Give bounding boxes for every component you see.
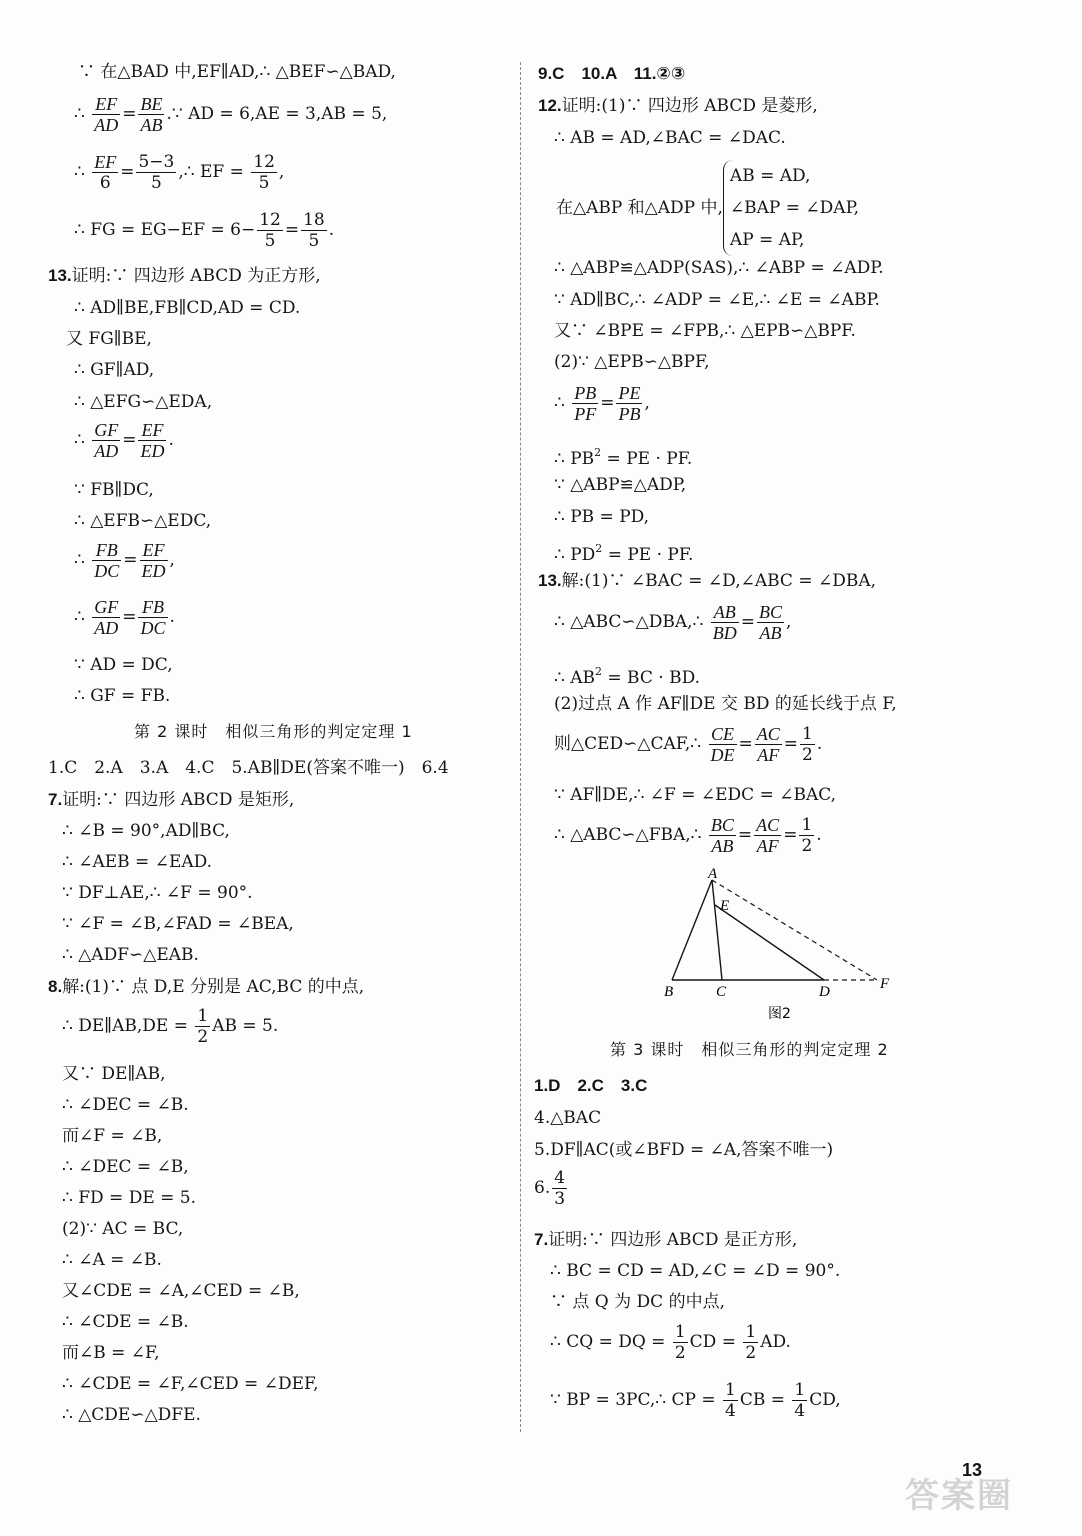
line: ∴ △ABP≌△ADP(SAS),∴ ∠ABP = ∠ADP. <box>554 258 884 278</box>
answer-5: 5.DF∥AC(或∠BFD = ∠A,答案不唯一) <box>534 1140 834 1160</box>
line: ∴ ∠DEC = ∠B. <box>62 1095 189 1115</box>
line-fraction: ∴ FG = EG−EF = 6− $\frac{12}{5}$ = $\frac{18}{5}$ . <box>74 210 335 251</box>
line: ∴ FD = DE = 5. <box>62 1188 197 1208</box>
line-fraction: ∵ BP = 3PC,∴ CP = $\frac{1}{4}$ CB = $\frac{1}{4}$ CD, <box>550 1380 841 1421</box>
line-fraction: ∴ $\frac{GF}{AD}$ = $\frac{FB}{DC}$ . <box>74 597 175 638</box>
line: 而∠B = ∠F, <box>62 1343 160 1363</box>
problem-7: 7.证明:∵ 四边形 ABCD 是正方形, <box>534 1230 798 1250</box>
label-A: A <box>708 868 718 882</box>
line: (2)∵ △EPB∽△BPF, <box>554 352 710 372</box>
line: ∵ DF⊥AE,∴ ∠F = 90°. <box>62 883 253 903</box>
segment-AF <box>712 880 877 980</box>
line-fraction: ∴ $\frac{PB}{PF}$ = $\frac{PE}{PB}$ , <box>554 383 650 424</box>
page-number: 13 <box>962 1460 983 1480</box>
section-heading: 第 3 课时 相似三角形的判定定理 2 <box>610 1040 889 1059</box>
line: ∴ $AB^2$ = BC · BD. <box>554 665 700 688</box>
line: (2)过点 A 作 AF∥DE 交 BD 的延长线于点 F, <box>554 694 897 714</box>
line: ∴ △ADF∽△EAB. <box>62 945 199 965</box>
line: ∴ △EFG∽△EDA, <box>74 392 213 412</box>
line: ∴ BC = CD = AD,∠C = ∠D = 90°. <box>550 1261 841 1281</box>
answers-line: 9.C 10.A 11.②③ <box>538 64 686 83</box>
problem-8: 8.解:(1)∵ 点 D,E 分别是 AC,BC 的中点, <box>48 977 365 997</box>
watermark: 答案圈 <box>905 1476 1013 1516</box>
column-divider <box>520 62 521 1432</box>
line: ∵ AD∥BC,∴ ∠ADP = ∠E,∴ ∠E = ∠ABP. <box>554 290 880 310</box>
line-fraction: ∴ △ABC∽△DBA,∴ $\frac{AB}{BD}$ = $\frac{BC}{AB}$ , <box>554 602 792 643</box>
line: (2)∵ AC = BC, <box>62 1219 184 1239</box>
problem-12: 12.证明:(1)∵ 四边形 ABCD 是菱形, <box>538 96 818 116</box>
segment-ED <box>715 905 824 980</box>
line: ∴ $PD^2$ = PE · PF. <box>554 542 694 565</box>
label-C: C <box>716 984 727 1000</box>
line: ∵ ∠F = ∠B,∠FAD = ∠BEA, <box>62 914 294 934</box>
line-fraction: ∴ DE∥AB,DE = $\frac{1}{2}$ AB = 5. <box>62 1006 279 1047</box>
line: ∴ ∠A = ∠B. <box>62 1250 162 1270</box>
line: ∵ 点 Q 为 DC 的中点, <box>550 1292 725 1312</box>
line: ∴ AD∥BE,FB∥CD,AD = CD. <box>74 298 301 318</box>
segment-AB <box>672 880 712 980</box>
line: ∴ ∠B = 90°,AD∥BC, <box>62 821 230 841</box>
answers-line: 1.C 2.A 3.A 4.C 5.AB∥DE(答案不唯一) 6.4 <box>48 758 449 778</box>
line-fraction: ∴ $\frac{EF}{6}$ = $\frac{5-3}{5}$ ,∴ EF = $\frac{12}{5}$ , <box>74 152 285 193</box>
line: ∴ AB = AD,∠BAC = ∠DAC. <box>554 128 786 148</box>
line-fraction: ∴ $\frac{FB}{DC}$ = $\frac{EF}{ED}$ , <box>74 540 175 581</box>
line-fraction: 则△CED∽△CAF,∴ $\frac{CE}{DE}$ = $\frac{AC}{AF}$ = $\frac{1}{2}$ . <box>554 724 823 765</box>
line-fraction: ∴ $\frac{GF}{AD}$ = $\frac{EF}{ED}$ . <box>74 420 174 461</box>
label-E: E <box>720 898 730 914</box>
line: ∵ FB∥DC, <box>74 480 154 500</box>
segment-AC <box>712 880 722 980</box>
problem-7: 7.证明:∵ 四边形 ABCD 是矩形, <box>48 790 295 810</box>
figure-caption: 图2 <box>768 1006 791 1022</box>
line: ∴ ∠CDE = ∠F,∠CED = ∠DEF, <box>62 1374 319 1394</box>
problem-13: 13.证明:∵ 四边形 ABCD 为正方形, <box>48 266 321 286</box>
label-F: F <box>880 976 890 992</box>
section-heading: 第 2 课时 相似三角形的判定定理 1 <box>134 722 413 741</box>
line: ∴ PB = PD, <box>554 507 650 527</box>
answer-6: 6. $\frac{4}{3}$ <box>534 1168 566 1209</box>
line: ∴ ∠AEB = ∠EAD. <box>62 852 213 872</box>
line: ∴ △CDE∽△DFE. <box>62 1405 201 1425</box>
problem-13: 13.解:(1)∵ ∠BAC = ∠D,∠ABC = ∠DBA, <box>538 571 877 591</box>
line-system: 在△ABP 和△ADP 中, AB = AD, ∠BAP = ∠DAP, AP = AP, <box>556 160 859 256</box>
line: ∵ AF∥DE,∴ ∠F = ∠EDC = ∠BAC, <box>554 785 837 805</box>
geometry-figure <box>652 868 932 1028</box>
line: ∵ 在△BAD 中,EF∥AD,∴ △BEF∽△BAD, <box>78 62 396 82</box>
line: ∴ GF∥AD, <box>74 360 155 380</box>
label-D: D <box>819 984 830 1000</box>
line: ∵ AD = DC, <box>74 655 173 675</box>
line: ∴ △EFB∽△EDC, <box>74 511 212 531</box>
line: ∴ ∠CDE = ∠B. <box>62 1312 189 1332</box>
line: 又∠CDE = ∠A,∠CED = ∠B, <box>62 1281 300 1301</box>
line: 又∵ DE∥AB, <box>62 1064 166 1084</box>
line: ∴ ∠DEC = ∠B, <box>62 1157 189 1177</box>
answer-4: 4.△BAC <box>534 1108 602 1128</box>
line: 又 FG∥BE, <box>66 329 152 349</box>
line: ∴ $PB^2$ = PE · PF. <box>554 446 693 469</box>
line: ∴ GF = FB. <box>74 686 171 706</box>
line-fraction: ∴ CQ = DQ = $\frac{1}{2}$ CD = $\frac{1}{2}$ AD. <box>550 1322 791 1363</box>
line: ∵ △ABP≌△ADP, <box>554 475 687 495</box>
line: 而∠F = ∠B, <box>62 1126 163 1146</box>
line: 又∵ ∠BPE = ∠FPB,∴ △EPB∽△BPF. <box>554 321 856 341</box>
line-fraction: ∴ △ABC∽△FBA,∴ $\frac{BC}{AB}$ = $\frac{AC}{AF}$ = $\frac{1}{2}$ . <box>554 815 822 856</box>
line-fraction: ∴ $\frac{EF}{AD}$ = $\frac{BE}{AB}$ .∵ AD = 6,AE = 3,AB = 5, <box>74 94 388 135</box>
answers-line: 1.D 2.C 3.C <box>534 1076 648 1095</box>
label-B: B <box>664 984 674 1000</box>
